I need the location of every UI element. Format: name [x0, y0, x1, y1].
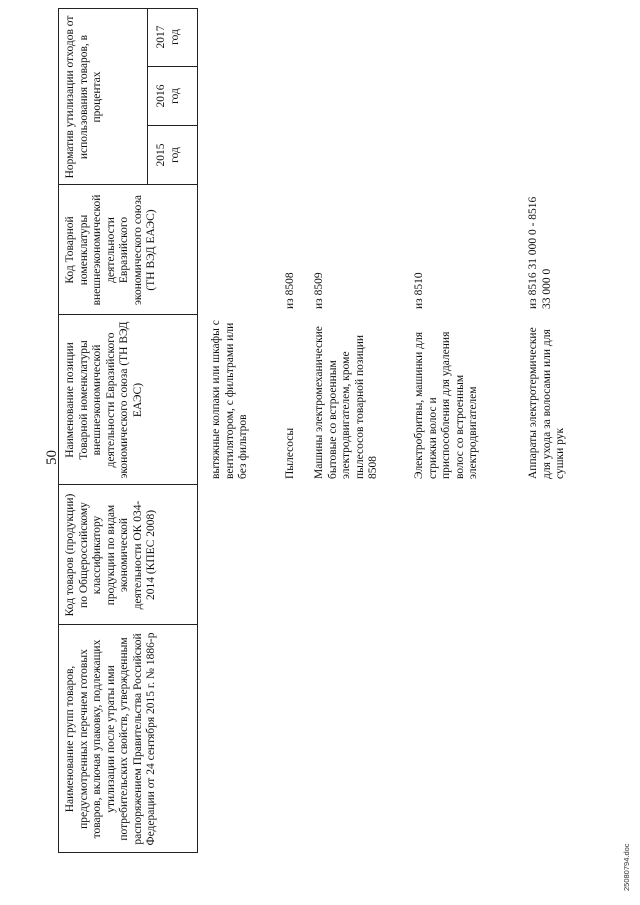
row-code: из 8509 [313, 272, 325, 309]
row-name: Пылесосы [284, 427, 296, 479]
row-name: Аппараты электротермические для ухода за волосами или для сушки рук [527, 327, 566, 479]
header-norm-group: Норматив утилизации отходов от использования товаров, в процентах [64, 15, 103, 179]
row-code: из 8508 [284, 272, 296, 309]
header-tnved-code: Код Товарной номенклатуры внешнеэкономической деятельности Евразийского экономического союза (ТН ВЭД ЕАЭС) [64, 194, 157, 306]
header-product-group: Наименование групп товаров, предусмотренных перечнем готовых товаров, включая упаковку, подлежащих утилизации после утраты ими потребительских свойств, утвержденным распоряжением Правительства Российской Федерации от 24 сентября 2015 г. № 1886-р [64, 632, 157, 846]
row-code: из 8516 31 000 0 - 8516 33 000 0 [527, 196, 553, 309]
header-year-2017: 2017 год [155, 25, 181, 49]
row-name: Электробритвы, машинки для стрижки волос и приспособления для удаления волос со встроенным электродвигателем [413, 331, 479, 479]
row-name: вытяжные колпаки или шкафы с вентилятором, с фильтрами или без фильтров [210, 320, 249, 479]
row-code: из 8510 [413, 272, 425, 309]
row-name: Машины электромеханические бытовые со встроенным электродвигателем, кроме пылесосов товарной позиции 8508 [313, 326, 379, 479]
header-okpd-code: Код товаров (продукции) по Общероссийскому классификатору продукции по видам экономической деятельности ОК 034-2014 (КПЕС 2008) [64, 493, 157, 617]
header-tnved-name: Наименование позиции Товарной номенклатуры внешнеэкономической деятельности Евразийского экономического союза (ТН ВЭД ЕАЭС) [64, 321, 144, 479]
header-year-2015: 2015 год [155, 143, 181, 167]
header-year-2016: 2016 год [155, 84, 181, 108]
page-number: 50 [44, 450, 60, 465]
document-id: 25080794.doc [622, 843, 631, 891]
